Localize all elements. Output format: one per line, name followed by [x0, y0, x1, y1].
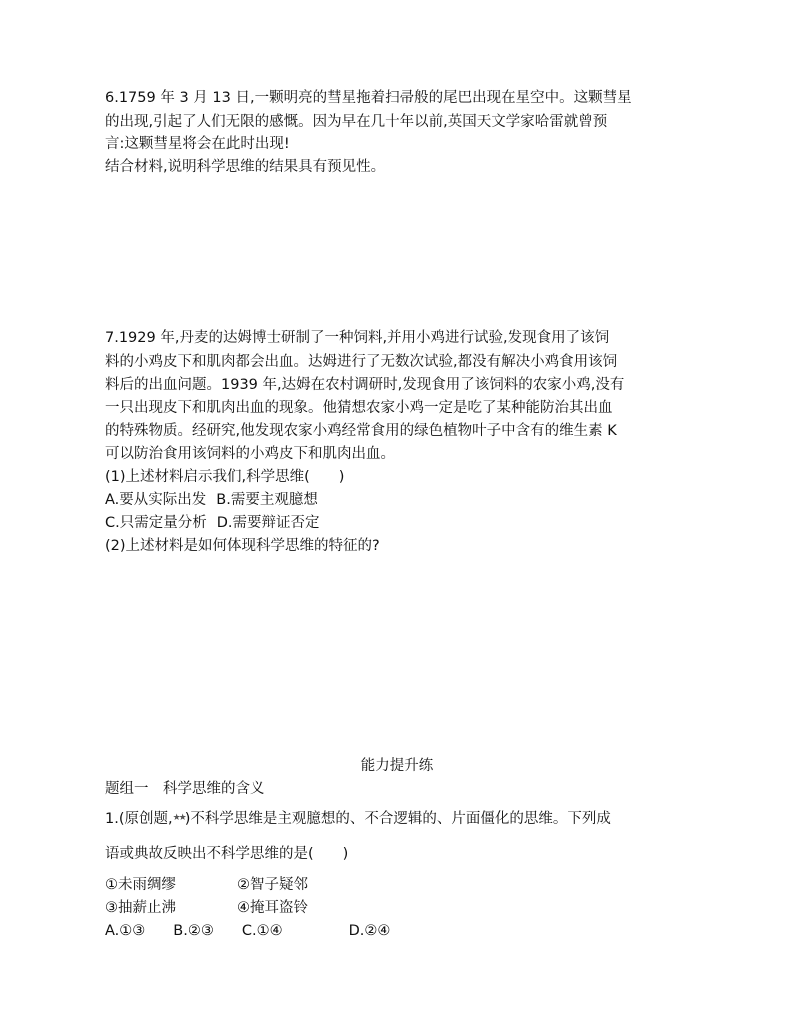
q7-option-d: D.需要辩证否定 [216, 515, 320, 531]
q7-options-ab [105, 490, 318, 510]
q7-line-1: 7.1929 年,丹麦的达姆博士研制了一种饲料,并用小鸡进行试验,发现食用了该饲 [105, 330, 610, 346]
q1-suffix: )不科学思维是主观臆想的、不合逻辑的、片面僵化的思维。下列成 [184, 811, 611, 827]
q7-line-2: 料的小鸡皮下和肌肉都会出血。达姆进行了无数次试验,都没有解决小鸡食用该饲 [105, 354, 618, 370]
q1-prefix: 1.(原创题, [105, 811, 173, 827]
q7-line-4: 一只出现皮下和肌肉出血的现象。他猜想农家小鸡一定是吃了某种能防治其出血 [105, 400, 613, 416]
q1-items-34 [105, 898, 308, 918]
difficulty-stars-icon: ★★ [172, 813, 185, 823]
q6-line-2: 的出现,引起了人们无限的感慨。因为早在几十年以前,英国天文学家哈雷就曾预 [105, 114, 608, 130]
q1-line-1 [105, 808, 611, 829]
q7-line-6: 可以防治食用该饲料的小鸡皮下和肌肉出血。 [105, 446, 395, 462]
q1-line-2: 语或典故反映出不科学思维的是( ) [105, 846, 349, 862]
q1-item-1: ①未雨绸缪 [105, 877, 176, 893]
section-title: 能力提升练 [360, 758, 434, 774]
q6-line-4: 结合材料,说明科学思维的结果具有预见性。 [105, 159, 386, 175]
q1-item-3: ③抽薪止沸 [105, 900, 176, 916]
q7-sub-question-1: (1)上述材料启示我们,科学思维( ) [105, 469, 345, 485]
q7-option-b: B.需要主观臆想 [216, 492, 318, 508]
q7-options-cd [105, 513, 320, 533]
q1-option-d: D.②④ [348, 923, 391, 939]
q7-sub-question-2: (2)上述材料是如何体现科学思维的特征的? [105, 538, 380, 554]
q1-items-12 [105, 875, 308, 895]
q1-option-c: C.①④ [241, 923, 283, 939]
q1-options [105, 921, 390, 941]
q1-item-2: ②智子疑邻 [237, 877, 308, 893]
q6-line-3: 言:这颗彗星将会在此时出现! [105, 136, 290, 152]
q1-item-4: ④掩耳盗铃 [237, 900, 308, 916]
q1-option-b: B.②③ [173, 923, 214, 939]
q7-option-a: A.要从实际出发 [105, 492, 207, 508]
q7-line-3: 料后的出血问题。1939 年,达姆在农村调研时,发现食用了该饲料的农家小鸡,没有 [105, 377, 625, 393]
question-group-title: 题组一 科学思维的含义 [105, 781, 265, 797]
q7-option-c: C.只需定量分析 [105, 515, 207, 531]
q1-option-a: A.①③ [105, 923, 146, 939]
q7-line-5: 的特殊物质。经研究,他发现农家小鸡经常食用的绿色植物叶子中含有的维生素 K [105, 423, 617, 439]
q6-line-1: 6.1759 年 3 月 13 日,一颗明亮的彗星拖着扫帚般的尾巴出现在星空中。这颗彗星 [105, 90, 632, 106]
